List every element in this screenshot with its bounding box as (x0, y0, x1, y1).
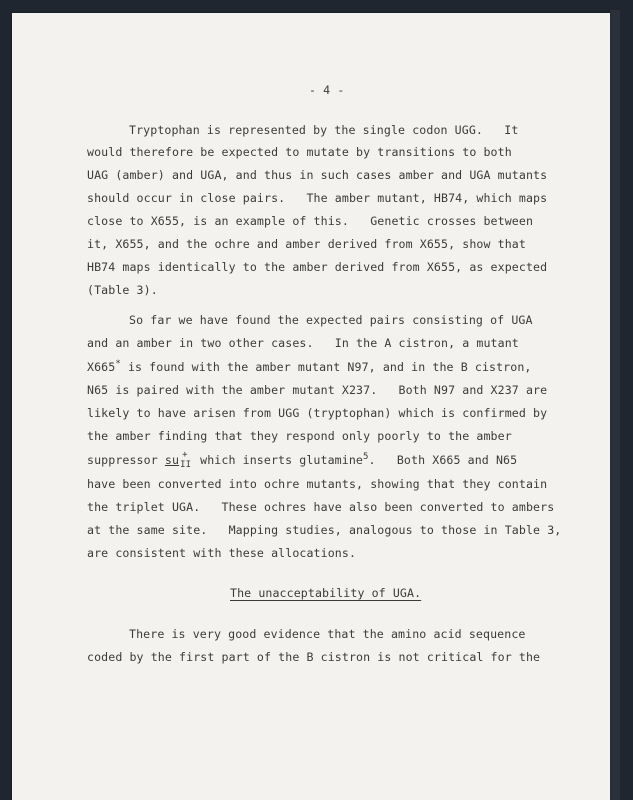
p1-line-4: should occur in close pairs. The amber mutant, HB74, which maps (87, 191, 548, 205)
p2-line-6: the amber finding that they respond only poorly to the amber (87, 429, 512, 443)
document-page (12, 13, 610, 800)
su-symbol: su (164, 453, 180, 467)
su-superscript: + (182, 450, 188, 460)
p2-line-4: N65 is paired with the amber mutant X237. Both N97 and X237 are (87, 383, 548, 397)
p2-line-1: So far we have found the expected pairs consisting of UGA (129, 313, 533, 327)
p1-line-5: close to X655, is an example of this. Genetic crosses between (87, 214, 534, 228)
su-subscript: II (180, 460, 192, 470)
p2-line-7-rest: . Both X665 and N65 (368, 453, 518, 467)
p2-line-7 (87, 450, 518, 470)
p1-line-7: HB74 maps identically to the amber derived from X655, as expected (87, 260, 548, 274)
page-number: - 4 - (309, 83, 345, 97)
p2-line-3-rest: is found with the amber mutant N97, and in the B cistron, (120, 360, 532, 374)
p2-line-9: the triplet UGA. These ochres have also been converted to ambers (87, 500, 555, 514)
p2-line-11: are consistent with these allocations. (87, 546, 357, 560)
asterisk-mark: * (115, 359, 121, 369)
p3-line-2: coded by the first part of the B cistron is not critical for the (87, 650, 541, 664)
su-super-subscript (179, 450, 193, 470)
mutant-x665: X665 (87, 360, 116, 374)
reference-5: 5 (362, 452, 369, 462)
suppressor-word: suppressor (87, 453, 165, 467)
scanner-edge (610, 10, 620, 800)
p1-line-3: UAG (amber) and UGA, and thus in such cases amber and UGA mutants (87, 168, 548, 182)
section-heading: The unacceptability of UGA. (230, 586, 422, 600)
p1-line-1: Tryptophan is represented by the single codon UGG. It (129, 123, 519, 137)
p2-line-8: have been converted into ochre mutants, showing that they contain (87, 477, 548, 491)
p3-line-1: There is very good evidence that the amino acid sequence (129, 627, 526, 641)
typewritten-text (12, 13, 610, 800)
p2-line-5: likely to have arisen from UGG (tryptophan) which is confirmed by (87, 406, 548, 420)
p1-line-6: it, X655, and the ochre and amber derived from X655, show that (87, 237, 526, 251)
p2-line-3 (87, 360, 532, 376)
p2-line-10: at the same site. Mapping studies, analogous to those in Table 3, (87, 523, 562, 537)
p1-line-2: would therefore be expected to mutate by transitions to both (87, 145, 512, 159)
p2-line-2: and an amber in two other cases. In the A cistron, a mutant (87, 336, 519, 350)
glutamine-text: which inserts glutamine (193, 453, 363, 467)
p1-line-8: (Table 3). (87, 283, 158, 297)
